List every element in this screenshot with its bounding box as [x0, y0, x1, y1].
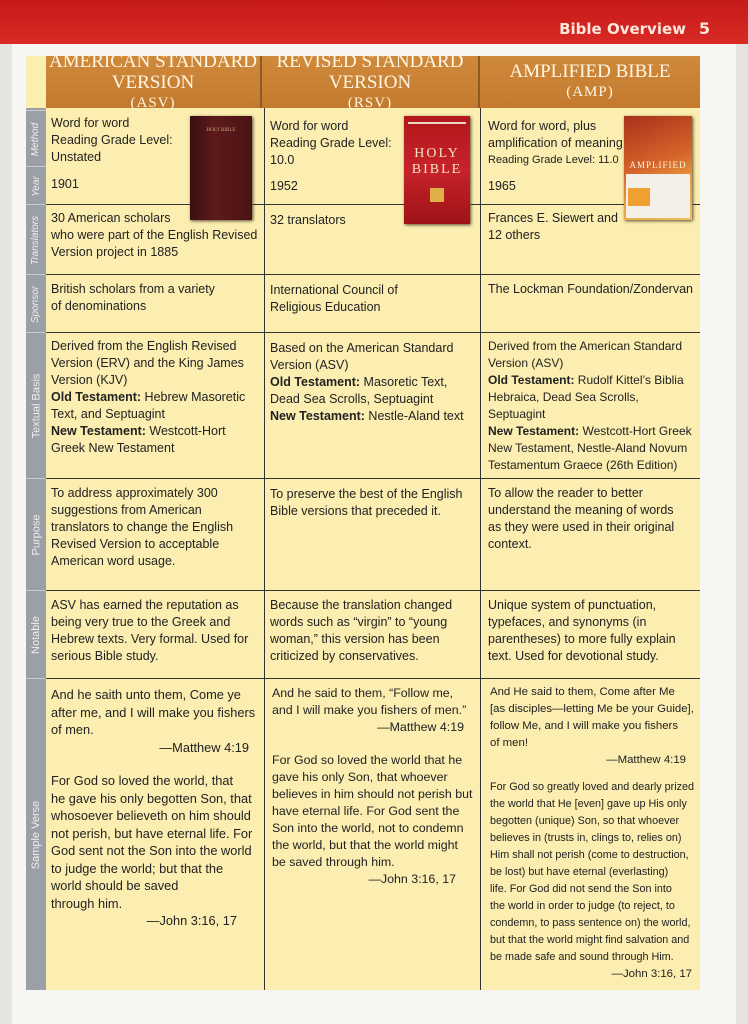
row-label-sponsor: Sponsor: [26, 274, 46, 333]
amp-citation-1: —Matthew 4:19: [606, 754, 686, 766]
row-label-sample-verse: Sample Verse: [26, 678, 46, 991]
asv-notable: ASV has earned the reputation as being very true to the Greek and Hebrew texts. Very formal. Used for serious Bible study.: [51, 598, 249, 663]
amp-bible-cover: [624, 116, 692, 220]
row-divider: [46, 678, 700, 679]
amp-citation-2: —John 3:16, 17: [611, 968, 692, 980]
asv-purpose: To address approximately 300 suggestions from American translators to change the English Revised Version to acceptable American word usage.: [51, 486, 234, 568]
amp-sponsor: The Lockman Foundation/Zondervan: [488, 282, 693, 296]
row-label-method: Method: [26, 110, 46, 167]
rsv-translators: 32 translators: [270, 213, 346, 227]
asv-citation-2: —John 3:16, 17: [146, 913, 237, 928]
asv-method: Word for word Reading Grade Level: Unstated: [51, 116, 173, 164]
amp-textual-basis: Derived from the American Standard Version (ASV) Old Testament: Rudolf Kittel’s Biblia Hebraica, Dead Sea Scrolls, Septuagint New Testament: Westcott-Hort Greek New Testament, Nestle-Aland Novum Testamentum Graece (26th Edition): [488, 339, 692, 472]
row-label-notable: Notable: [26, 590, 46, 679]
rsv-year: 1952: [270, 179, 298, 193]
amp-notable: Unique system of punctuation, typefaces, and synonyms (in parentheses) to more fully explain text. Used for devotional study.: [488, 598, 676, 663]
column-title: REVISED STANDARD VERSION: [276, 50, 464, 93]
column-header-rsv: [262, 50, 480, 111]
rsv-notable: Because the translation changed words such as “virgin” to “young woman,” this version has been criticized by conservatives.: [270, 598, 453, 663]
row-label-textual-basis: Textual Basis: [26, 332, 46, 479]
page-number: 5: [698, 19, 710, 38]
rsv-cover-title: HOLY BIBLE: [411, 146, 463, 177]
amp-cover-title: AMPLIFIED: [629, 160, 687, 170]
column-header-asv: [46, 50, 262, 111]
rsv-citation-1: —Matthew 4:19: [377, 720, 464, 734]
row-label-purpose: Purpose: [26, 478, 46, 591]
row-label-translators: Translators: [26, 204, 46, 275]
row-divider: [46, 204, 700, 205]
column-abbr: (ASV): [130, 94, 176, 111]
row-divider: [46, 590, 700, 591]
row-divider: [46, 274, 700, 275]
asv-translators: 30 American scholars who were part of the English Revised Version project in 1885: [51, 211, 258, 259]
asv-sponsor: British scholars from a variety of denominations: [51, 282, 215, 313]
header-bar: [0, 0, 748, 44]
asv-textual-basis: Derived from the English Revised Version (ERV) and the King James Version (KJV) Old Testament: Hebrew Masoretic Text, and Septuagint New Testament: Westcott-Hort Greek New Testament: [51, 339, 246, 455]
amp-method: Word for word, plus amplification of meaning Reading Grade Level: 11.0: [488, 119, 623, 166]
asv-year: 1901: [51, 177, 79, 191]
amp-year: 1965: [488, 179, 516, 193]
section-title: Bible Overview: [559, 20, 686, 38]
rsv-sample-verse: And he said to them, “Follow me, and I will make you fishers of men.” —Matthew 4:19 For God so loved the world that he gave his only Son, that whoever believes in him should not perish but have eternal life. For God sent the Son into the world, not to condemn the world, but that the world might be saved through him. —John 3:16, 17: [272, 685, 478, 888]
amp-translators: Frances E. Siewert and 12 others: [488, 211, 618, 242]
row-divider: [46, 332, 700, 333]
asv-sample-verse: And he saith unto them, Come ye after me, and I will make you fishers of men. —Matthew 4:19 For God so loved the world, that he gave his only begotten Son, that whosoever believeth on him should not perish, but have eternal life. For God sent not the Son into the world to judge the world; but that the world should be saved through him. —John 3:16, 17: [51, 686, 263, 930]
rsv-sponsor: International Council of Religious Education: [270, 283, 398, 314]
asv-bible-cover: [190, 116, 252, 220]
rsv-bible-cover: [404, 116, 470, 224]
rsv-purpose: To preserve the best of the English Bible versions that preceded it.: [270, 487, 463, 518]
column-title: AMERICAN STANDARD VERSION: [48, 50, 258, 93]
asv-citation-1: —Matthew 4:19: [159, 739, 249, 755]
amp-sample-verse: And He said to them, Come after Me [as disciples—letting Me be your Guide], follow Me, and I will make you fishers of men! —Matthew 4:19 For God so greatly loved and dearly prized the world that He [even] gave up His only begotten (unique) Son, so that whoever believes in (trusts in, clings to, relies on) Him shall not perish (come to destruction, be lost) but have eternal (everlasting) life. For God did not send the Son into the world in order to judge (to reject, to condemn, to pass sentence on) the world, but that the world might find salvation and be made safe and sound through Him. —John 3:16, 17: [490, 684, 700, 983]
column-title: AMPLIFIED BIBLE: [509, 61, 671, 82]
column-abbr: (RSV): [347, 94, 393, 111]
column-header-amp: [480, 56, 700, 108]
column-divider: [264, 108, 265, 990]
row-divider: [46, 478, 700, 479]
row-label-year: Year: [26, 166, 46, 205]
column-divider: [480, 108, 481, 990]
asv-cover-title: HOLY BIBLE: [206, 128, 236, 133]
amp-purpose: To allow the reader to better understand the meaning of words as they were used in their original context.: [488, 486, 675, 551]
column-abbr: (AMP): [566, 84, 614, 100]
rsv-citation-2: —John 3:16, 17: [368, 872, 456, 886]
rsv-textual-basis: Based on the American Standard Version (ASV) Old Testament: Masoretic Text, Dead Sea Scrolls, Septuagint New Testament: Nestle-Aland text: [270, 341, 464, 423]
rsv-method: Word for word Reading Grade Level: 10.0: [270, 119, 392, 167]
